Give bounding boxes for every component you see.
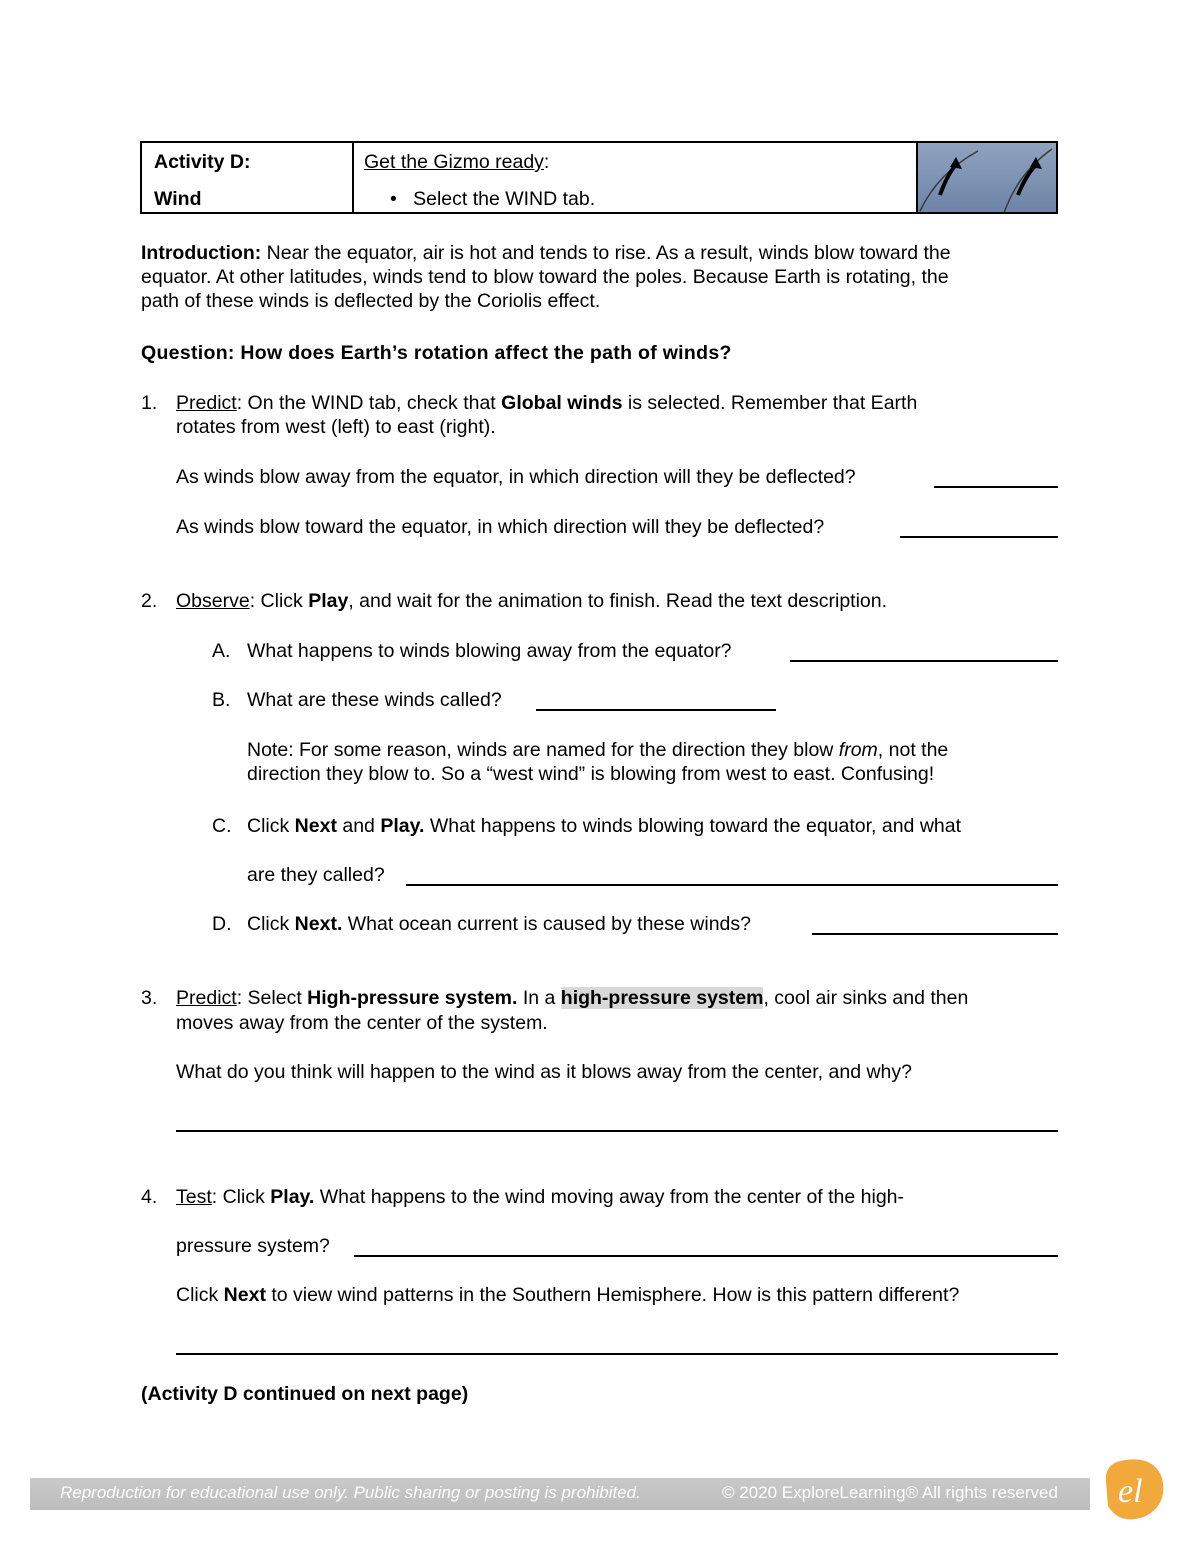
activity-topic: Wind <box>154 188 202 210</box>
wind-photo <box>918 143 1056 212</box>
intro-label: Introduction: <box>141 242 262 264</box>
q2c-line-1 <box>247 814 961 838</box>
q3-number: 3. <box>141 987 158 1009</box>
setup-cell <box>354 143 918 212</box>
q2c-letter: C. <box>212 815 232 837</box>
q1-toward-text: As winds blow toward the equator, in which direction will they be deflected? <box>176 516 825 538</box>
q4-next-text: to view wind patterns in the Southern Hemisphere. How is this pattern different? <box>265 1284 960 1306</box>
q2d-letter: D. <box>212 913 232 935</box>
activity-cell <box>142 143 354 212</box>
continued-note: (Activity D continued on next page) <box>141 1383 469 1405</box>
q2b-letter: B. <box>212 689 231 711</box>
q3-line-1 <box>176 986 968 1010</box>
q2c-line-2: are they called? <box>247 864 385 886</box>
q2a-answer[interactable] <box>790 640 1058 662</box>
q2c-play: Play. <box>380 815 425 837</box>
q3-label: Predict <box>176 987 237 1009</box>
q2c-answer[interactable] <box>406 864 1058 886</box>
activity-label: Activity D: <box>154 151 251 173</box>
q1-number: 1. <box>141 392 158 414</box>
q2c-text: What happens to winds blowing toward the equator, and what <box>424 815 962 837</box>
q2-bold: Play <box>308 590 349 612</box>
q4-next-answer[interactable] <box>176 1333 1058 1355</box>
q4-line-2: pressure system? <box>176 1235 330 1257</box>
wind-arrows-image <box>918 143 1056 212</box>
q3-text-c: , cool air sinks and then <box>763 987 969 1009</box>
q1-line-2: rotates from west (left) to east (right). <box>176 416 496 438</box>
setup-colon: : <box>543 151 550 173</box>
setup-bullet-text: Select the WIND tab. <box>413 188 596 210</box>
q2c-and: and <box>336 815 381 837</box>
q2-text-a: : Click <box>249 590 309 612</box>
q2-line-1 <box>176 589 887 613</box>
q4-text-a: : Click <box>211 1186 271 1208</box>
q1-line-1 <box>176 391 917 415</box>
q2b-answer[interactable] <box>536 689 776 711</box>
q3-bold: High-pressure system. <box>307 987 518 1009</box>
q2a-letter: A. <box>212 640 231 662</box>
q1-bold: Global winds <box>501 392 623 414</box>
q1-label: Predict <box>176 392 237 414</box>
q2c-click: Click <box>247 815 295 837</box>
q2d-line <box>247 912 751 936</box>
q4-text-b: What happens to the wind moving away from the center of the high- <box>314 1186 905 1208</box>
q1-text-b: is selected. Remember that Earth <box>622 392 918 414</box>
intro-line-1 <box>141 241 951 265</box>
q4-number: 4. <box>141 1186 158 1208</box>
setup-bullet <box>390 187 595 211</box>
intro-line-3: path of these winds is deflected by the Coriolis effect. <box>141 290 601 312</box>
q2-text-b: , and wait for the animation to finish. Read the text description. <box>348 590 888 612</box>
q1-toward <box>176 515 830 539</box>
footer-left-text: Reproduction for educational use only. Public sharing or posting is prohibited. <box>60 1483 641 1502</box>
note-line-1 <box>247 738 948 762</box>
bullet-icon: • <box>390 188 397 210</box>
q2d-click: Click <box>247 913 295 935</box>
q2c-next: Next <box>294 815 337 837</box>
q3-text-b: In a <box>517 987 561 1009</box>
q3-line-2: moves away from the center of the system. <box>176 1012 548 1034</box>
q1-text-a: : On the WIND tab, check that <box>236 392 502 414</box>
q2b-text: What are these winds called? <box>247 689 502 711</box>
q2d-next: Next. <box>294 913 343 935</box>
q3-answer[interactable] <box>176 1110 1058 1132</box>
q1-toward-answer[interactable] <box>900 516 1058 538</box>
guiding-question: Question: How does Earth’s rotation affect the path of winds? <box>141 342 732 364</box>
q3-text-a: : Select <box>236 987 308 1009</box>
q2-label: Observe <box>176 590 250 612</box>
note-line-2: direction they blow to. So a “west wind” is blowing from west to east. Confusing! <box>247 763 935 785</box>
q2-number: 2. <box>141 590 158 612</box>
q4-next-line <box>176 1283 959 1307</box>
setup-title-line <box>364 150 549 174</box>
setup-title: Get the Gizmo ready <box>364 151 544 173</box>
q4-label: Test <box>176 1186 212 1208</box>
q4-click: Click <box>176 1284 224 1306</box>
q4-next: Next <box>223 1284 266 1306</box>
q4-answer[interactable] <box>354 1235 1058 1257</box>
q1-away <box>176 465 861 489</box>
activity-header-table <box>140 141 1058 214</box>
q4-line-1 <box>176 1185 904 1209</box>
q4-bold: Play. <box>270 1186 315 1208</box>
note-text-b: , not the <box>877 739 949 761</box>
note-em: from <box>838 739 878 761</box>
q1-away-answer[interactable] <box>934 466 1058 488</box>
q3-highlight: high-pressure system <box>560 987 764 1009</box>
q2d-text: What ocean current is caused by these winds? <box>342 913 751 935</box>
q2d-answer[interactable] <box>812 913 1058 935</box>
footer-bar <box>30 1478 1090 1510</box>
note-text-a: Note: For some reason, winds are named for the direction they blow <box>247 739 839 761</box>
q2a-text: What happens to winds blowing away from the equator? <box>247 640 732 662</box>
logo-text: el <box>1118 1473 1143 1510</box>
q1-away-text: As winds blow away from the equator, in which direction will they be deflected? <box>176 466 856 488</box>
intro-text-1: Near the equator, air is hot and tends to rise. As a result, winds blow toward the <box>261 242 951 264</box>
footer-right-text: © 2020 ExploreLearning® All rights reserved <box>722 1483 1058 1502</box>
explorelearning-logo-icon <box>1096 1452 1170 1526</box>
q3-prompt: What do you think will happen to the wind as it blows away from the center, and why? <box>176 1061 912 1083</box>
intro-line-2: equator. At other latitudes, winds tend to blow toward the poles. Because Earth is rotating, the <box>141 266 949 288</box>
